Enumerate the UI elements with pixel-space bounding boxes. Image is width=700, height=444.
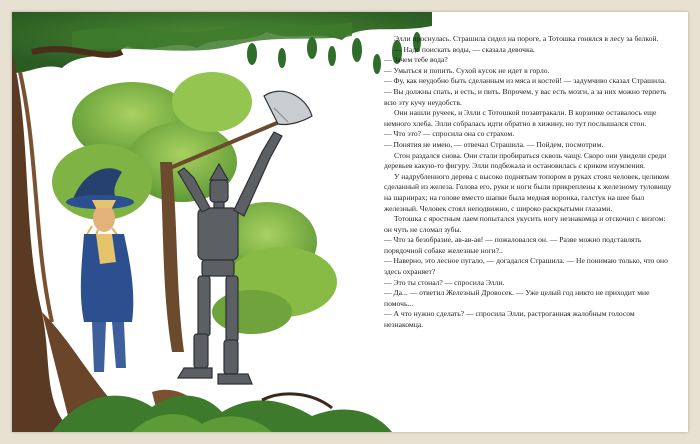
grass-foreground (52, 394, 392, 432)
story-text (384, 34, 674, 331)
paragraph: Тотошка с яростным лаем попытался укусить ногу незнакомца и отскочил с визгом: он чуть не сломал зубы. (384, 214, 666, 234)
illustration (12, 12, 432, 432)
paragraph: Стон раздался снова. Они стали пробираться сквозь чащу. Скоро они увидели среди деревьев какую-то фигуру. Элли подбежала и остановилась с криком изумления. (384, 150, 667, 171)
paragraph: — Зачем тебе вода? (384, 55, 448, 65)
book-page (12, 12, 688, 432)
paragraph: — Наверно, это лесное пугало, — догадался Страшила. — Не понимаю только, что оно здесь охраняет? (384, 256, 668, 277)
paragraph: Элли проснулась. Страшила сидел на пороге, а Тотошка гонялся в лесу за белкой. (394, 34, 659, 43)
paragraph: Они нашли ручеек, и Элли с Тотошкой позавтракали. В корзинке оставалось еще немного хлеба. Элли собралась идти обратно в хижину, но тут послышался стон. (384, 108, 657, 128)
scarecrow-figure (66, 168, 134, 372)
paragraph: — Умыться и попить. Сухой кусок не идет в горло. (384, 65, 550, 75)
paragraph: — А что нужно сделать? — спросила Элли, растроганная жалобным голосом незнакомца. (384, 309, 635, 330)
paragraph: — Фу, как неудобно быть сделанным из мяса и костей! — задумчиво сказал Страшила. — Вы должны спать, и есть, и пить. Впрочем, у вас есть мозги, а за них можно терпеть всю эту кучу неудобств. (384, 76, 667, 107)
paragraph: — Это ты стонал? — спросила Элли. (384, 277, 505, 287)
paragraph: — Что за безобразие, ав-ав-ав! — пожаловался он. — Разве можно подставлять порядочной собаке железные ноги?.. (384, 235, 642, 255)
paragraph: — Да... — ответил Железный Дровосек. — Уже целый год никто не приходит мне помочь... (384, 288, 650, 308)
paragraph: — Надо поискать воды, — сказала девочка. (394, 44, 535, 54)
paragraph: У надрубленного дерева с высоко поднятым топором в руках стоял человек, целиком сделанный из железа. Голова его, руки и ноги были прикреплены к железному туловищу на шарнирах; на голове вместо шапки была медная воронка, галстук на шее был железный. Человек стоял неподвижно, с широко раскрытыми глазами. (384, 171, 672, 213)
paragraph: — Понятия не имею, — отвечал Страшила. — Пойдем, посмотрим. (384, 139, 604, 149)
paragraph: — Что это? — спросила она со страхом. (384, 129, 515, 139)
